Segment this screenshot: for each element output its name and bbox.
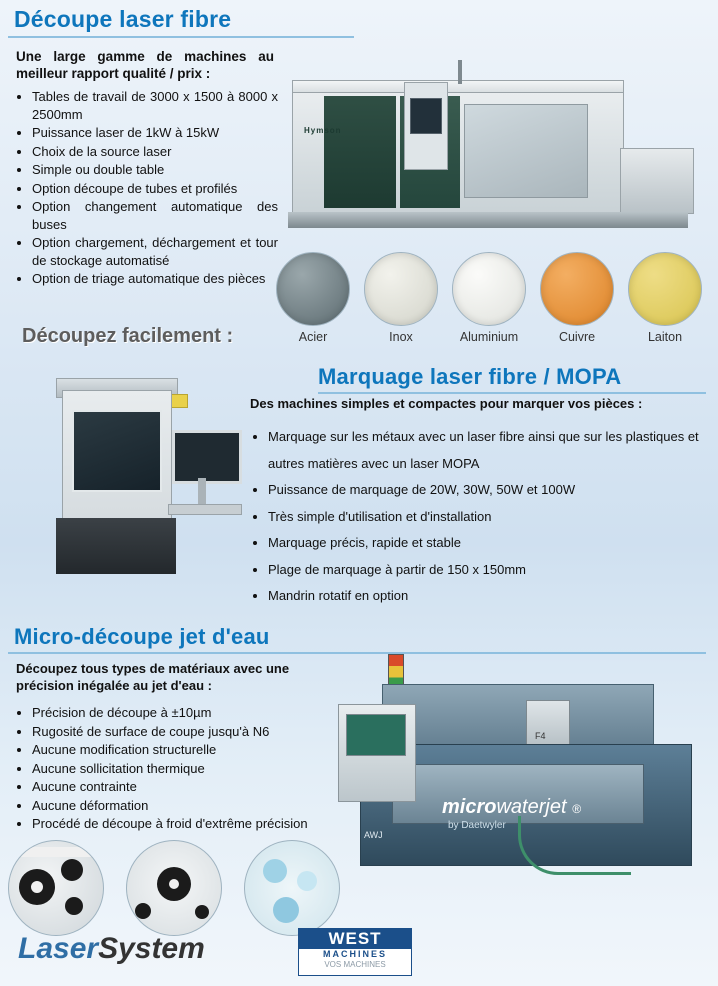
waterjet-console-screen xyxy=(346,714,406,756)
waterjet-panel-label: F4 xyxy=(535,731,546,741)
waterjet-subbrand: by Daetwyler xyxy=(448,820,506,831)
marking-machine-keyboard xyxy=(168,504,242,515)
machine-logo: Hymson xyxy=(304,126,342,135)
waterjet-brand xyxy=(442,796,581,819)
material-swatch xyxy=(628,252,702,326)
material-label: Aluminium xyxy=(459,330,519,344)
machine-screen xyxy=(410,98,442,134)
list-item: • Très simple d'utilisation et d'installation xyxy=(268,504,710,531)
marking-machine-window xyxy=(72,410,162,492)
west-machines-logo xyxy=(298,928,412,976)
material-label: Cuivre xyxy=(558,330,596,344)
material-cuivre xyxy=(540,252,614,344)
waterjet-gantry xyxy=(382,684,654,748)
section-laser-fibre-lead: Une large gamme de machines au meilleur rapport qualité / prix : xyxy=(16,49,274,81)
materials-caption: Découpez facilement : xyxy=(22,325,234,347)
section-marquage-lead: Des machines simples et compactes pour marquer vos pièces : xyxy=(250,396,643,411)
waterjet-hose xyxy=(518,816,631,875)
list-item: • Aucune modification structurelle xyxy=(32,741,366,760)
machine-extension xyxy=(620,148,694,214)
logo-line-2: MACHINES xyxy=(322,949,387,959)
list-item: • Puissance de marquage de 20W, 30W, 50W et 100W xyxy=(268,477,710,504)
footer-brand-suffix: System xyxy=(98,932,205,965)
footer-brand xyxy=(18,932,205,966)
marking-machine-monitor xyxy=(172,430,242,484)
list-item: • Plage de marquage à partir de 150 x 150mm xyxy=(268,557,710,584)
list-item: • Précision de découpe à ±10µm xyxy=(32,704,366,723)
section-laser-fibre-title xyxy=(14,6,704,33)
section-marquage-bullets xyxy=(250,424,710,610)
machine-exhaust-pipe xyxy=(458,60,462,84)
footer-brand-prefix: Laser xyxy=(18,932,99,965)
material-inox xyxy=(364,252,438,344)
list-item: • Mandrin rotatif en option xyxy=(268,583,710,610)
material-swatch xyxy=(364,252,438,326)
list-item: • Marquage sur les métaux avec un laser fibre ainsi que sur les plastiques et autres matières avec un laser MOPA xyxy=(268,424,710,477)
registered-icon: ® xyxy=(572,802,581,816)
marking-machine-base xyxy=(56,518,176,574)
list-item: • Option chargement, déchargement et tour de stockage automatisé xyxy=(32,234,278,269)
material-acier xyxy=(276,252,350,344)
waterjet-machine-image xyxy=(330,648,710,894)
materials-row xyxy=(276,252,706,352)
material-label: Acier xyxy=(298,330,328,344)
waterjet-brand-rest: waterjet xyxy=(496,796,567,818)
list-item: • Aucune contrainte xyxy=(32,778,366,797)
sample-photo-3 xyxy=(244,840,340,936)
page-title: Découpe laser fibre xyxy=(14,6,232,32)
list-item: • Procédé de découpe à froid d'extrême précision xyxy=(32,815,366,834)
list-item: • Puissance laser de 1kW à 15kW xyxy=(32,124,278,142)
section-title-text: Micro-découpe jet d'eau xyxy=(14,624,270,649)
list-item: • Choix de la source laser xyxy=(32,143,278,161)
sample-photo-2 xyxy=(126,840,222,936)
material-swatch xyxy=(452,252,526,326)
material-label: Inox xyxy=(389,330,413,344)
divider-1 xyxy=(8,36,354,38)
logo-line-3: VOS MACHINES xyxy=(324,960,386,969)
section-marquage-title xyxy=(318,364,708,390)
machine-window xyxy=(464,104,588,198)
laser-marking-machine-image xyxy=(42,368,252,598)
material-aluminium xyxy=(452,252,526,344)
marking-machine-monitor-stand xyxy=(198,478,206,504)
sample-photos xyxy=(8,840,358,936)
waterjet-side-label: AWJ xyxy=(364,830,383,840)
list-item: • Marquage précis, rapide et stable xyxy=(268,530,710,557)
list-item: • Rugosité de surface de coupe jusqu'à N6 xyxy=(32,723,366,742)
section-waterjet-title xyxy=(14,624,434,650)
list-item: • Option de triage automatique des pièces xyxy=(32,270,278,288)
material-laiton xyxy=(628,252,702,344)
section-title-text: Marquage laser fibre / MOPA xyxy=(318,364,622,389)
list-item: • Simple ou double table xyxy=(32,161,278,179)
list-item: • Aucune sollicitation thermique xyxy=(32,760,366,779)
section-waterjet-lead: Découpez tous types de matériaux avec une précision inégalée au jet d'eau : xyxy=(16,661,290,693)
machine-rail xyxy=(288,212,688,228)
list-item: • Option découpe de tubes et profilés xyxy=(32,180,278,198)
sample-photo-1 xyxy=(8,840,104,936)
material-swatch xyxy=(276,252,350,326)
section-laser-fibre-bullets xyxy=(16,88,278,289)
machine-enclosure-left xyxy=(324,96,396,208)
list-item: • Aucune déformation xyxy=(32,797,366,816)
list-item: • Tables de travail de 3000 x 1500 à 8000 x 2500mm xyxy=(32,88,278,123)
list-item: • Option changement automatique des buses xyxy=(32,198,278,233)
material-label: Laiton xyxy=(647,330,683,344)
divider-2 xyxy=(318,392,706,394)
waterjet-brand-bold: micro xyxy=(442,796,497,818)
laser-cutting-machine-image xyxy=(282,52,702,242)
logo-line-1: WEST xyxy=(299,929,411,949)
section-waterjet-bullets xyxy=(16,704,366,834)
material-swatch xyxy=(540,252,614,326)
